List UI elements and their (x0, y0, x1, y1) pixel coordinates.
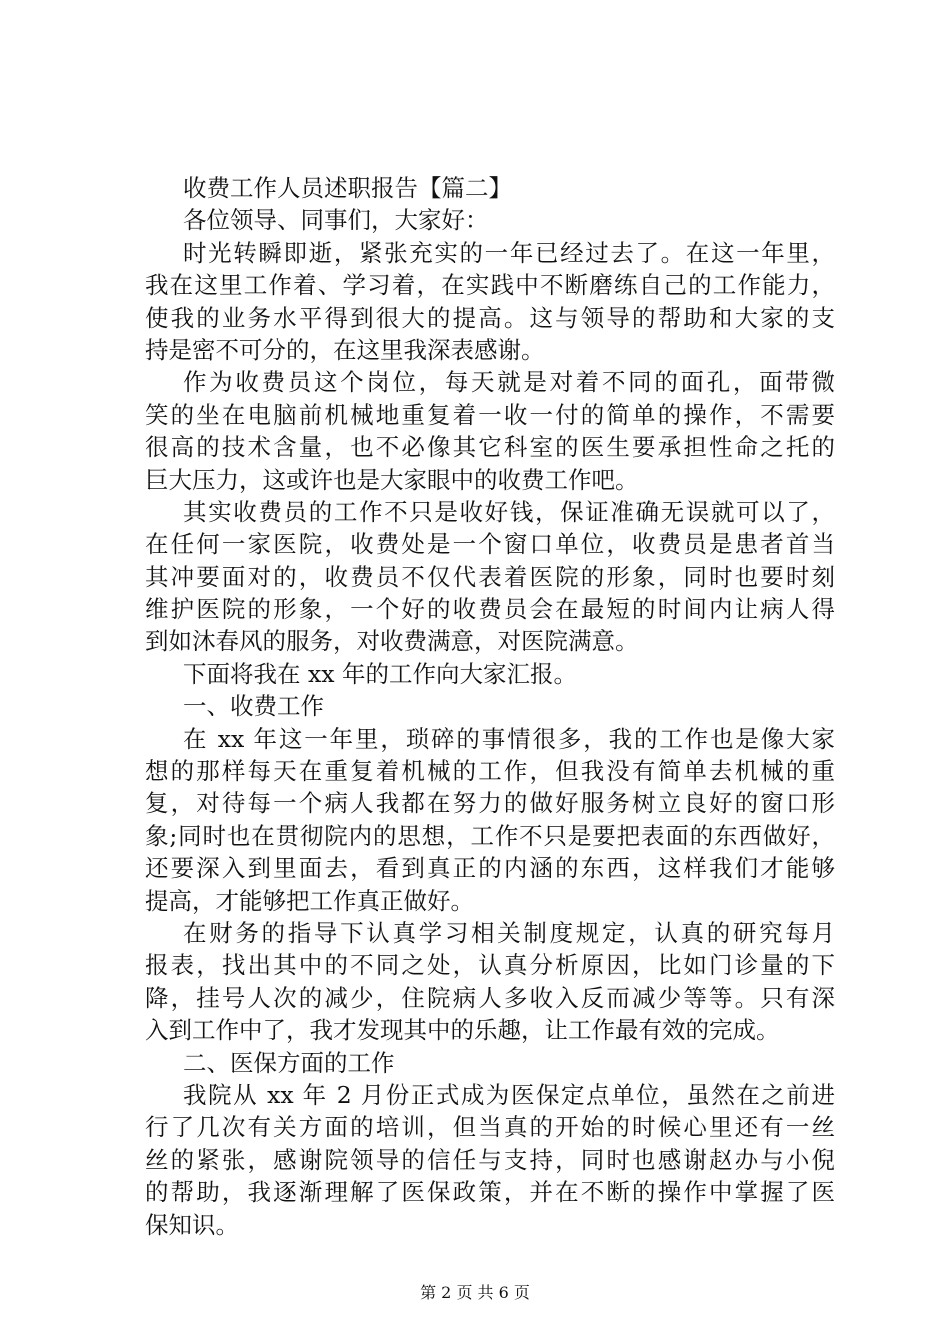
paragraph-line: 笑的坐在电脑前机械地重复着一收一付的简单的操作，不需要 (145, 400, 835, 429)
paragraph-line: 想的那样每天在重复着机械的工作，但我没有简单去机械的重 (145, 757, 835, 786)
paragraph-first-line: 在 xx 年这一年里，琐碎的事情很多，我的工作也是像大家 (183, 724, 835, 753)
paragraph-first-line: 一、收费工作 (183, 692, 324, 721)
paragraph-line: 复，对待每一个病人我都在努力的做好服务树立良好的窗口形 (145, 789, 835, 818)
page-footer: 第 2 页 共 6 页 (420, 1283, 530, 1302)
paragraph-line: 很高的技术含量，也不必像其它科室的医生要承担性命之托的 (145, 433, 835, 462)
paragraph-first-line: 作为收费员这个岗位，每天就是对着不同的面孔，面带微 (183, 368, 835, 397)
paragraph-line: 提高，才能够把工作真正做好。 (145, 886, 474, 915)
paragraph-first-line: 各位领导、同事们，大家好： (183, 206, 489, 235)
document-body (145, 172, 835, 1241)
paragraph-line: 巨大压力，这或许也是大家眼中的收费工作吧。 (145, 465, 639, 494)
paragraph-line: 维护医院的形象，一个好的收费员会在最短的时间内让病人得 (145, 595, 835, 624)
paragraph-line: 在任何一家医院，收费处是一个窗口单位，收费员是患者首当 (145, 530, 835, 559)
paragraph-first-line: 收费工作人员述职报告【篇二】 (183, 174, 512, 202)
paragraph-line: 入到工作中了，我才发现其中的乐趣，让工作最有效的完成。 (145, 1016, 780, 1045)
paragraph-first-line: 二、医保方面的工作 (183, 1048, 395, 1077)
paragraph-line: 使我的业务水平得到很大的提高。这与领导的帮助和大家的支 (145, 303, 835, 332)
paragraph-first-line: 下面将我在 xx 年的工作向大家汇报。 (183, 659, 577, 688)
paragraph-line: 其冲要面对的，收费员不仅代表着医院的形象，同时也要时刻 (145, 562, 835, 591)
paragraph-first-line: 时光转瞬即逝，紧张充实的一年已经过去了。在这一年里， (183, 238, 835, 267)
paragraph-line: 保知识。 (145, 1210, 239, 1239)
paragraph-line: 持是密不可分的，在这里我深表感谢。 (145, 335, 545, 364)
paragraph-first-line: 我院从 xx 年 2 月份正式成为医保定点单位，虽然在之前进 (183, 1080, 835, 1109)
paragraph-line: 报表，找出其中的不同之处，认真分析原因，比如门诊量的下 (145, 951, 835, 980)
paragraph-line: 行了几次有关方面的培训，但当真的开始的时候心里还有一丝 (145, 1113, 835, 1142)
paragraph-first-line: 其实收费员的工作不只是收好钱，保证准确无误就可以了， (183, 497, 835, 526)
paragraph-line: 我在这里工作着、学习着，在实践中不断磨练自己的工作能力， (145, 271, 835, 300)
paragraph-line: 丝的紧张，感谢院领导的信任与支持，同时也感谢赵办与小倪 (145, 1145, 835, 1174)
paragraph-line: 的帮助，我逐渐理解了医保政策，并在不断的操作中掌握了医 (145, 1178, 835, 1207)
paragraph-line: 象;同时也在贯彻院内的思想，工作不只是要把表面的东西做好， (145, 821, 835, 850)
paragraph-first-line: 在财务的指导下认真学习相关制度规定，认真的研究每月 (183, 918, 835, 947)
paragraph-line: 降，挂号人次的减少，住院病人多收入反而减少等等。只有深 (145, 983, 835, 1012)
paragraph-line: 到如沐春风的服务，对收费满意，对医院满意。 (145, 627, 639, 656)
paragraph-line: 还要深入到里面去，看到真正的内涵的东西，这样我们才能够 (145, 854, 835, 883)
